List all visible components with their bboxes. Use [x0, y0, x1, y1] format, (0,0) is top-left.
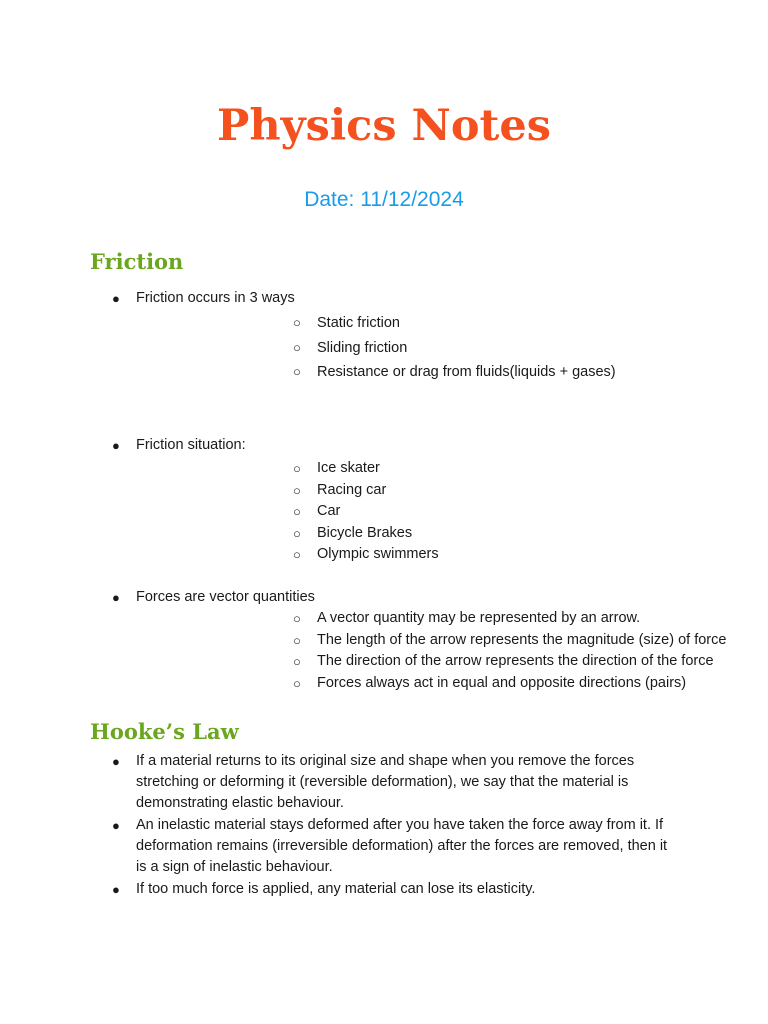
hollow-bullet-icon: ○ — [293, 482, 301, 498]
list-item — [0, 751, 768, 814]
bullet-icon: ● — [112, 818, 120, 833]
list-item-text: A vector quantity may be represented by an arrow. — [317, 610, 641, 626]
list-item — [0, 587, 768, 694]
list-item-text: Forces always act in equal and opposite directions (pairs) — [317, 674, 687, 691]
list-item-text: The length of the arrow represents the magnitude (size) of force — [317, 631, 727, 648]
list-item-text: Olympic swimmers — [317, 546, 439, 562]
list-item-text: If a material returns to its original size and shape when you remove the forces stretching or deforming it (reversible deformation), we say that the material is demonstrating elastic behaviour. — [136, 753, 635, 811]
list-item — [136, 523, 768, 545]
bullet-icon: ● — [112, 438, 120, 453]
bullet-icon: ● — [112, 882, 120, 897]
hollow-bullet-icon: ○ — [293, 525, 301, 541]
list-item — [0, 879, 768, 900]
list-item-text: Resistance or drag from fluids(liquids + gases) — [317, 364, 616, 380]
hollow-bullet-icon: ○ — [293, 339, 301, 355]
list-item — [136, 544, 768, 566]
list-item — [136, 673, 768, 695]
list-item-text: An inelastic material stays deformed after you have taken the force away from it. If deformation remains (irreversible deformation) after the forces are removed, then it is a sign of inelastic behaviour. — [136, 817, 668, 875]
list-item — [0, 815, 768, 878]
list-item — [136, 311, 768, 336]
list-item — [136, 336, 768, 361]
date-line: Date: 11/12/2024 — [304, 188, 464, 211]
list-item — [136, 360, 768, 385]
list-item-text: Static friction — [317, 315, 400, 331]
hollow-bullet-icon: ○ — [293, 675, 301, 691]
page-title: Physics Notes — [217, 101, 551, 151]
section-heading-hookes-law: Hooke’s Law — [90, 719, 239, 744]
list-item — [0, 435, 768, 566]
friction-ways-list — [0, 288, 768, 385]
list-item-text: Sliding friction — [317, 339, 408, 356]
hollow-bullet-icon: ○ — [293, 504, 301, 519]
list-item — [136, 458, 768, 480]
list-item — [136, 608, 768, 630]
bullet-icon: ● — [112, 590, 120, 605]
bullet-icon: ● — [112, 291, 120, 306]
list-item-text: Forces are vector quantities — [136, 589, 315, 605]
list-item-text: Car — [317, 503, 341, 519]
list-item-text: If too much force is applied, any material can lose its elasticity. — [136, 881, 536, 897]
section-heading-friction: Friction — [90, 249, 184, 274]
friction-situations-list — [0, 435, 768, 566]
hookes-law-list — [0, 751, 768, 900]
list-item-text: Friction occurs in 3 ways — [136, 290, 295, 306]
list-item — [0, 288, 768, 385]
hollow-bullet-icon: ○ — [293, 364, 301, 379]
list-item — [136, 651, 768, 673]
hollow-bullet-icon: ○ — [293, 632, 301, 648]
list-item — [136, 501, 768, 523]
hollow-bullet-icon: ○ — [293, 611, 301, 626]
list-item-text: Ice skater — [317, 460, 380, 476]
hollow-bullet-icon: ○ — [293, 547, 301, 562]
hollow-bullet-icon: ○ — [293, 315, 301, 330]
list-item-text: Bicycle Brakes — [317, 524, 413, 541]
list-item-text: The direction of the arrow represents the direction of the force — [317, 653, 714, 669]
hollow-bullet-icon: ○ — [293, 461, 301, 476]
vector-quantities-list — [0, 587, 768, 694]
bullet-icon: ● — [112, 754, 120, 769]
list-item — [136, 630, 768, 652]
list-item — [136, 480, 768, 502]
list-item-text: Friction situation: — [136, 437, 246, 453]
list-item-text: Racing car — [317, 481, 387, 498]
hollow-bullet-icon: ○ — [293, 654, 301, 669]
